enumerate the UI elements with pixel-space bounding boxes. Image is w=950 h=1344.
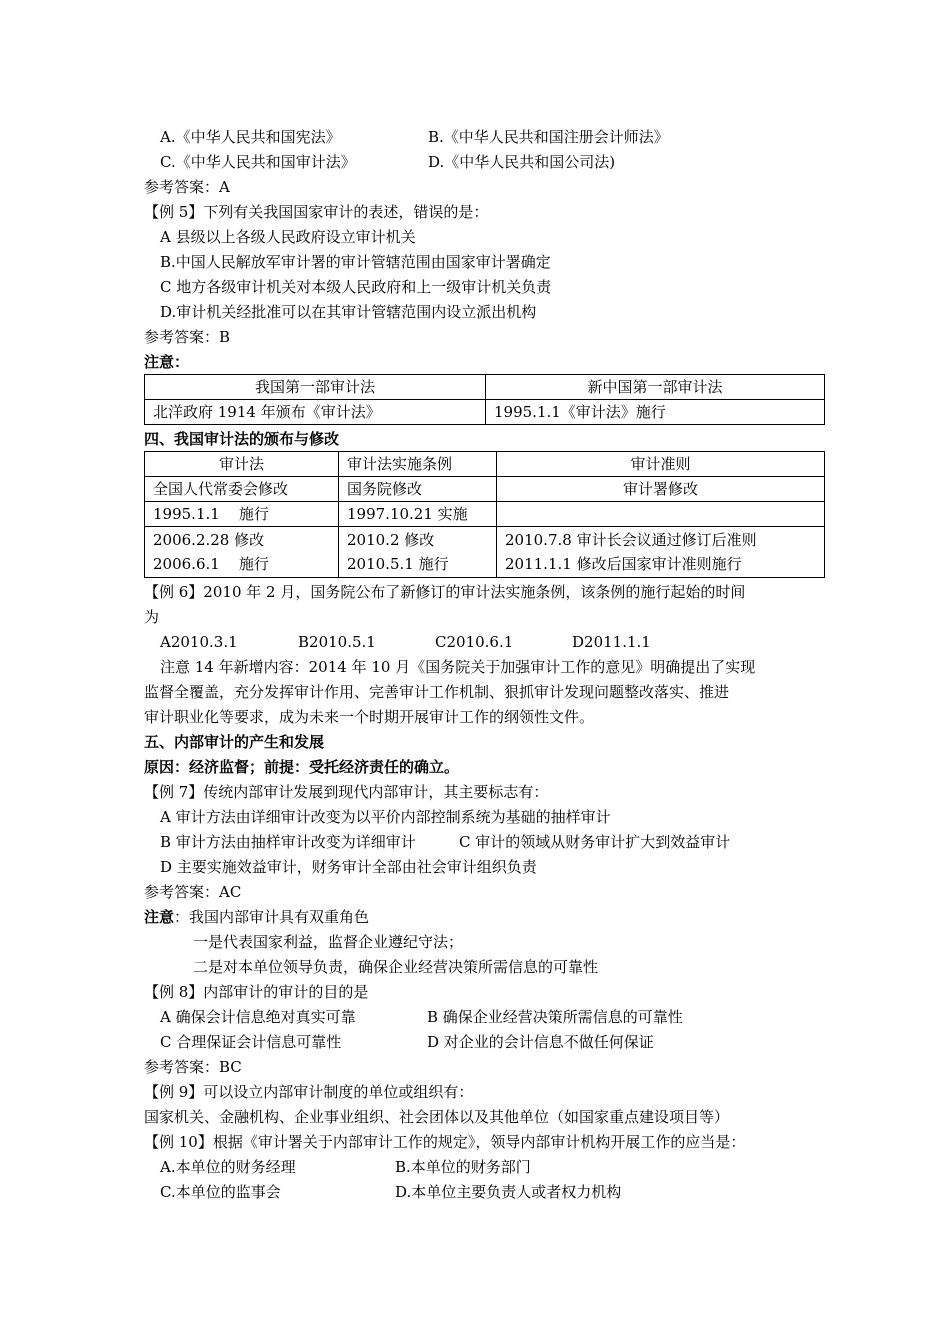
ex10-option-c: C.本单位的监事会 [160, 1183, 281, 1201]
ex6-option-d: D2011.1.1 [572, 633, 651, 651]
q4-answer: 参考答案：A [144, 178, 230, 196]
section5-title: 五、内部审计的产生和发展 [144, 733, 325, 751]
table2-r1-c1: 全国人代常委会修改 [145, 477, 339, 502]
table2-r2-c2: 1997.10.21 实施 [339, 502, 497, 527]
ex9-title: 【例 9】可以设立内部审计制度的单位或组织有： [144, 1083, 474, 1101]
ex5-answer: 参考答案：B [144, 328, 231, 346]
note2-text: ：我国内部审计具有双重角色 [174, 908, 370, 926]
ex5-option-a: A 县级以上各级人民政府设立审计机关 [160, 228, 416, 246]
ex8-answer: 参考答案：BC [144, 1058, 242, 1076]
section4-title: 四、我国审计法的颁布与修改 [144, 430, 340, 448]
ex5-option-d: D.审计机关经批准可以在其审计管辖范围内设立派出机构 [160, 303, 537, 321]
ex6-note-line3: 审计职业化等要求，成为未来一个时期开展审计工作的纲领性文件。 [144, 708, 595, 726]
table2-header-2: 审计法实施条例 [339, 452, 497, 477]
section5-reason: 原因：经济监督；前提：受托经济责任的确立。 [144, 758, 460, 776]
note2-label: 注意 [144, 908, 175, 926]
table2-header-3: 审计准则 [497, 452, 825, 477]
ex5-option-c: C 地方各级审计机关对本级人民政府和上一级审计机关负责 [160, 278, 552, 296]
ex6-note-line2: 监督全覆盖，充分发挥审计作用、完善审计工作机制、狠抓审计发现问题整改落实、推进 [144, 683, 730, 701]
table1-header-1: 我国第一部审计法 [145, 375, 486, 400]
ex5-option-b: B.中国人民解放军审计署的审计管辖范围由国家审计署确定 [160, 253, 551, 271]
table2-r2-c3 [497, 502, 825, 527]
ex6-option-a: A2010.3.1 [160, 633, 238, 651]
table2-r3-c2-line2: 2010.5.1 施行 [347, 555, 449, 573]
ex9-body: 国家机关、金融机构、企业事业组织、社会团体以及其他单位（如国家重点建设项目等） [144, 1108, 730, 1126]
table1-header-2: 新中国第一部审计法 [486, 375, 825, 400]
ex7-option-b: B 审计方法由抽样审计改变为详细审计 [160, 833, 416, 851]
ex7-option-c: C 审计的领域从财务审计扩大到效益审计 [459, 833, 731, 851]
ex8-title: 【例 8】内部审计的审计的目的是 [144, 983, 369, 1001]
table2-r3-c2 [339, 527, 497, 578]
note2-line2: 一是代表国家利益，监督企业遵纪守法； [193, 933, 464, 951]
ex10-option-b: B.本单位的财务部门 [395, 1158, 531, 1176]
ex10-title: 【例 10】根据《审计署关于内部审计工作的规定》，领导内部审计机构开展工作的应当是： [144, 1133, 746, 1151]
ex6-option-c: C2010.6.1 [435, 633, 514, 651]
note2-line1 [144, 907, 369, 927]
table2-r3-c1 [145, 527, 339, 578]
ex5-title: 【例 5】下列有关我国国家审计的表述，错误的是： [144, 203, 489, 221]
ex8-option-d: D 对企业的会计信息不做任何保证 [427, 1033, 654, 1051]
table2-r3-c3 [497, 527, 825, 578]
ex8-option-b: B 确保企业经营决策所需信息的可靠性 [427, 1008, 683, 1026]
table1-cell-1: 北洋政府 1914 年颁布《审计法》 [145, 400, 486, 425]
note1-label: 注意： [144, 353, 190, 371]
ex8-option-c: C 合理保证会计信息可靠性 [160, 1033, 342, 1051]
table2-r3-c1-line1: 2006.2.28 修改 [153, 531, 265, 549]
audit-law-first-table [144, 374, 825, 425]
table2-r3-c1-line2: 2006.6.1 施行 [153, 555, 269, 573]
q4-option-a: A.《中华人民共和国宪法》 [160, 128, 341, 146]
q4-option-d: D.《中华人民共和国公司法) [428, 153, 616, 171]
ex10-option-a: A.本单位的财务经理 [160, 1158, 296, 1176]
ex6-option-b: B2010.5.1 [298, 633, 376, 651]
table2-r1-c3: 审计署修改 [497, 477, 825, 502]
table1-cell-2: 1995.1.1《审计法》施行 [486, 400, 825, 425]
table2-header-1: 审计法 [145, 452, 339, 477]
ex7-option-d: D 主要实施效益审计，财务审计全部由社会审计组织负责 [160, 858, 537, 876]
ex7-option-a: A 审计方法由详细审计改变为以平价内部控制系统为基础的抽样审计 [160, 808, 611, 826]
q4-option-b: B.《中华人民共和国注册会计师法》 [428, 128, 669, 146]
ex6-title-line1: 【例 6】2010 年 2 月，国务院公布了新修订的审计法实施条例，该条例的施行起始的时间 [144, 583, 746, 601]
q4-option-c: C.《中华人民共和国审计法》 [160, 153, 356, 171]
table2-r2-c1: 1995.1.1 施行 [145, 502, 339, 527]
ex6-note-line1: 注意 14 年新增内容：2014 年 10 月《国务院关于加强审计工作的意见》明确提出了实现 [160, 658, 756, 676]
ex10-option-d: D.本单位主要负责人或者权力机构 [395, 1183, 622, 1201]
ex8-option-a: A 确保会计信息绝对真实可靠 [160, 1008, 356, 1026]
ex7-title: 【例 7】传统内部审计发展到现代内部审计，其主要标志有： [144, 783, 549, 801]
table2-r3-c2-line1: 2010.2 修改 [347, 531, 435, 549]
note2-line3: 二是对本单位领导负责，确保企业经营决策所需信息的可靠性 [193, 958, 599, 976]
ex6-title-line2: 为 [144, 608, 160, 626]
ex7-answer: 参考答案：AC [144, 883, 242, 901]
table2-r1-c2: 国务院修改 [339, 477, 497, 502]
table2-r3-c3-line1: 2010.7.8 审计长会议通过修订后准则 [505, 531, 757, 549]
table2-r3-c3-line2: 2011.1.1 修改后国家审计准则施行 [505, 555, 742, 573]
audit-law-revision-table [144, 451, 825, 578]
